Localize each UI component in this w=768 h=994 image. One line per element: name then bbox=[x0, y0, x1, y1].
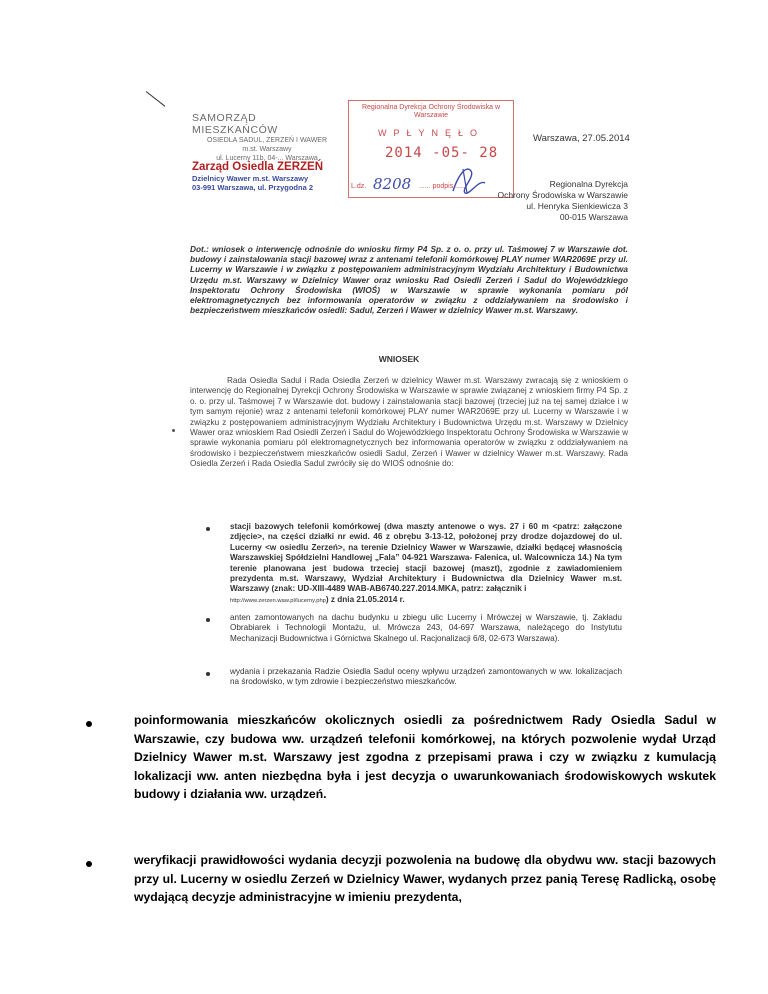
wniosek-heading: WNIOSEK bbox=[378, 354, 420, 364]
bullet-icon bbox=[86, 721, 92, 727]
letterhead bbox=[192, 112, 342, 163]
stamp-number: 8208 bbox=[373, 175, 412, 193]
bullet-icon bbox=[206, 672, 210, 676]
stamp-header: Regionalna Dyrekcja Ochrony Środowiska w Warszawie bbox=[361, 104, 501, 119]
bullet-icon bbox=[206, 527, 210, 531]
letterhead-title: SAMORZĄD MIESZKAŃCÓW bbox=[192, 112, 278, 136]
zarzad-stamp bbox=[192, 160, 352, 192]
scan-bullet-text: wydania i przekazania Radzie Osiedla Sadul oceny wpływu urządzeń zamontowanych w ww. lokalizacjach na środowisko, w tym zdrowie i bezpieczeństwo mieszkańców. bbox=[230, 667, 622, 687]
scan-bullet-text: anten zamontowanych na dachu budynku u zbiegu ulic Lucerny i Mrówczej w Warszawie, tj. Zakładu Obrabiarek i Technologii Montażu, ul. Mrówcza 243, 04-697 Warszawa, należącego do Instytutu Mechanizacji Budownictwa i Górnictwa Skalnego ul. Racjonalizacji 6/8, 02-673 Warszawa). bbox=[230, 613, 622, 643]
stray-mark bbox=[172, 429, 175, 432]
zarzad-line: Dzielnicy Wawer m.st. Warszawy bbox=[192, 174, 309, 183]
letterhead-line: ul. Lucerny 11b, 04-... Warszawa bbox=[216, 155, 318, 162]
scan-bullet-text: stacji bazowych telefonii komórkowej (dwa maszty antenowe o wys. 27 i 60 m <patrz: załączone zdjęcie>, na części działki nr ewid. 46 z obrębu 3-13-12, położonej przy drodze dojazdowej do ul. Lucerny <w osiedlu Zerzeń>, na terenie Dzielnicy Wawer w Warszawie, działki będącej własnością Warszawskiej Spółdzielni Handlowej „Fala” 04-921 Warszawa- Falenica, ul. Walcownicza 14.) Na tym terenie planowana jest budowa trzeciej stacji bazowej (maszt), zgodnie z zawiadomieniem prezydenta m.st. Warszawy, Wydział Architektury i Budownictwa dla Dzielnicy Wawer m.st. Warszawy (znak: UD-XIII-4489 WAB-AB6740.227.2014.MKA, patrz: załącznik i bbox=[230, 522, 622, 594]
main-bullet-item: weryfikacji prawidłowości wydania decyzji pozwolenia na budowę dla obydwu ww. stacji bazowych przy ul. Lucerny w osiedlu Zerzeń w Dzielnicy Wawer, wydanych przez panią Teresę Radlicką, osobę wydającą decyzje administracyjne w imieniu prezydenta, bbox=[134, 853, 716, 904]
place-date: Warszawa, 27.05.2014 bbox=[533, 133, 630, 144]
recipient-line: 00-015 Warszawa bbox=[559, 212, 628, 222]
pen-mark bbox=[146, 91, 166, 107]
subject-line: Dot.: wniosek o interwencję odnośnie do wniosku firmy P4 Sp. z o. o. przy ul. Taśmowej 7 w Warszawie dot. budowy i zainstalowania stacji bazowej wraz z antenami telefonii komórkowej PLAY numer WAR2069E przy ul. Lucerny w Warszawie i w związku z postępowaniem administracyjnym Wydziału Architektury i Budownictwa Urzędu m.st. Warszawy w Dzielnicy Wawer oraz wniosku Rad Osiedli Zerzeń i Sadul do Wojewódzkiego Inspektoratu Ochrony Środowiska (WIOŚ) w Warszawie w sprawie wykonania pomiaru pól elektromagnetycznych bez informowania operatorów w związku z oddziaływaniem na środowisko i bezpieczeństwem mieszkańców osiedli: Sadul, Zerzeń i Wawer w dzielnicy Wawer m.st. Warszawy. bbox=[190, 244, 628, 316]
letterhead-line: OSIEDLA SADUL, ZERZEŃ I WAWER bbox=[206, 137, 328, 144]
bullet-icon bbox=[206, 618, 210, 622]
bullet-icon bbox=[86, 861, 92, 867]
stamp-lcz-label: L.dz. bbox=[351, 183, 367, 190]
main-bullet-item: poinformowania mieszkańców okolicznych osiedli za pośrednictwem Rady Osiedla Sadul w Warszawie, czy budowa ww. urządzeń telefonii komórkowej, na których pozwolenie wydał Urząd Dzielnicy Wawer m.st. Warszawy jest zgodna z przepisami prawa i czy w związku z kumulacją lokalizacji ww. anten niezbędna była i jest decyzja o uwarunkowaniach środowiskowych wskutek budowy i działania ww. urządzeń. bbox=[134, 713, 716, 801]
stamp-podpis-label: ...... podpis ...... bbox=[419, 183, 467, 190]
letterhead-line: m.st. Warszawy bbox=[242, 146, 292, 153]
stamp-received-label: WPŁYNĘŁO bbox=[377, 128, 484, 138]
zarzad-title: Zarząd Osiedla ZERZEŃ bbox=[192, 161, 324, 173]
scan-bullet-item bbox=[230, 522, 622, 606]
stamp-date: 2014 -05- 28 bbox=[385, 145, 499, 161]
scan-bullet-item bbox=[230, 667, 622, 688]
zarzad-line: 03-991 Warszawa, ul. Przygodna 2 bbox=[192, 183, 314, 192]
scan-bullet-item bbox=[230, 613, 622, 644]
scan-bullet-link: http://www.zerzen.waw.pl/lucerny.php bbox=[230, 597, 326, 604]
recipient-line: ul. Henryka Sienkiewicza 3 bbox=[526, 201, 628, 211]
wniosek-paragraph: Rada Osiedla Sadul i Rada Osiedla Zerzeń w dzielnicy Wawer m.st. Warszawy zwracają się z wnioskiem o interwencję do Regionalnej Dyrekcji Ochrony Środowiska w Warszawie w sprawie związanej z wnioskiem firmy P4 Sp. z o. o. przy ul. Taśmowej 7 w Warszawie dot. budowy i zainstalowania stacji bazowej (trzeciej już na tej samej działce i w tym samym rejonie) wraz z antenami telefonii komórkowej PLAY numer WAR2069E przy ul. Lucerny w Warszawie i w związku z postępowaniem administracyjnym Wydziału Architektury i Budownictwa Urzędu m.st. Warszawy w Dzielnicy Wawer oraz wnioskiem Rad Osiedli Zerzeń i Sadul do Wojewódzkiego Inspektoratu Ochrony Środowiska w Warszawie w sprawie wykonania pomiaru pól elektromagnetycznych bez informowania operatorów w związku z oddziaływaniem na środowisko i bezpieczeństwem mieszkańców osiedli Sadul, Zerzeń i Wawer w dzielnicy Wawer m.st. Warszawy. Rada Osiedla Zerzeń i Rada Osiedla Sadul zwróciły się do WIOŚ odnośnie do: bbox=[190, 376, 628, 469]
recipient-line: Regionalna Dyrekcja bbox=[549, 179, 628, 189]
recipient-address bbox=[478, 179, 628, 223]
recipient-line: Ochrony Środowiska w Warszawie bbox=[497, 190, 628, 200]
scan-bullet-tail: ) z dnia 21.05.2014 r. bbox=[325, 594, 405, 604]
